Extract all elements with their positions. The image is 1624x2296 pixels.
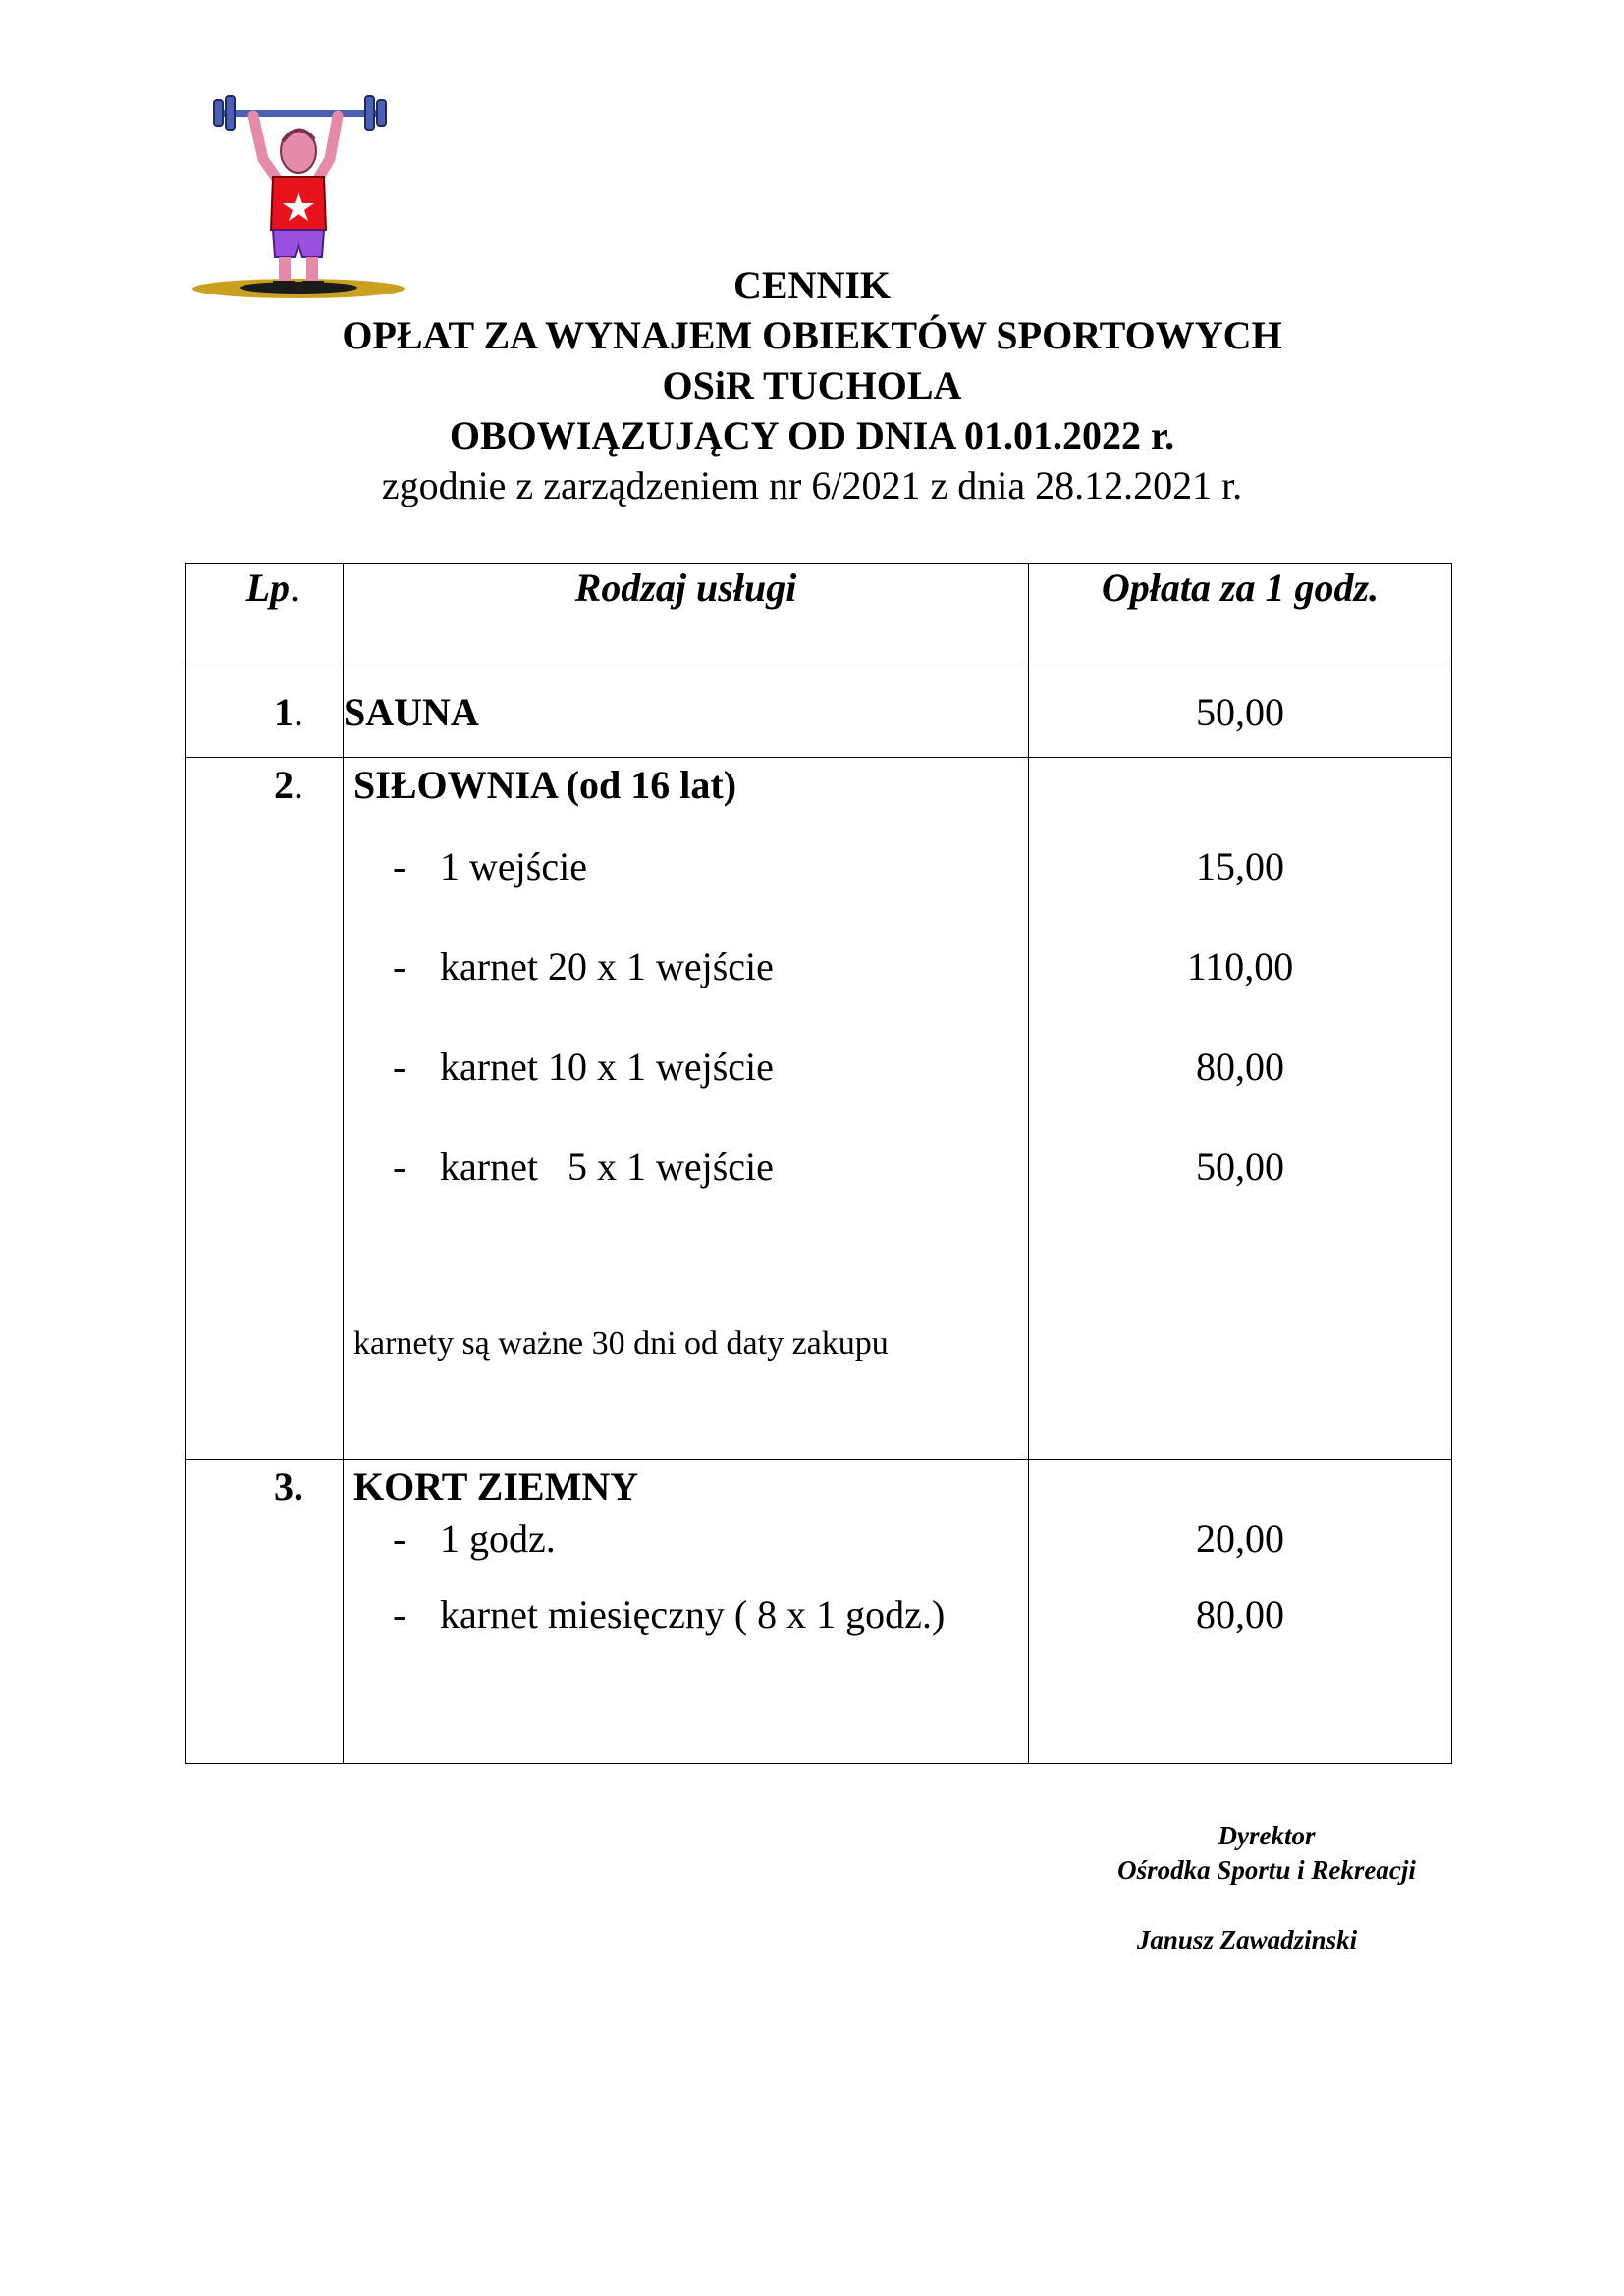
price-table [185,563,1452,1764]
row-number: 1. [186,667,344,758]
signature-title: Dyrektor [1218,1821,1316,1850]
list-item: - 1 godz. [393,1517,556,1561]
table-row [186,758,1452,1460]
service-details [344,758,1029,1460]
list-item: - karnet 5 x 1 wejście [393,1145,774,1189]
table-header-row [186,564,1452,667]
header-regulation: zgodnie z zarządzeniem nr 6/2021 z dnia 28.12.2021 r. [381,463,1243,507]
header-effective-date: OBOWIĄZUJĄCY OD DNIA 01.01.2022 r. [449,413,1175,457]
header-subtitle: OPŁAT ZA WYNAJEM OBIEKTÓW SPORTOWYCH [342,313,1282,357]
list-item: - 1 wejście [393,844,587,888]
item-price: 15,00 [1196,844,1284,888]
item-price: 110,00 [1186,944,1294,988]
service-title: KORT ZIEMNY [353,1465,639,1509]
validity-note: karnety są ważne 30 dni od daty zakupu [353,1325,889,1362]
item-price: 20,00 [1196,1517,1284,1561]
service-title: SIŁOWNIA (od 16 lat) [353,763,737,807]
row-number: 3. [186,1460,344,1764]
item-price: 50,00 [1196,1145,1284,1189]
signature-organization: Ośrodka Sportu i Rekreacji [1117,1855,1416,1885]
item-price: 80,00 [1196,1592,1284,1636]
row-number: 2. [186,758,344,1460]
table-row [186,1460,1452,1764]
price-list [1029,1460,1452,1764]
list-item: - karnet 20 x 1 wejście [393,944,774,988]
document-header [0,260,1624,511]
column-header-lp: Lp. [186,564,344,667]
column-header-service: Rodzaj usługi [344,564,1029,667]
price-list [1029,758,1452,1460]
service-price: 50,00 [1029,667,1452,758]
list-item: - karnet miesięczny ( 8 x 1 godz.) [393,1592,946,1636]
column-header-price: Opłata za 1 godz. [1029,564,1452,667]
service-details [344,1460,1029,1764]
signature-name: Janusz Zawadzinski [1136,1925,1358,1954]
list-item: - karnet 10 x 1 wejście [393,1044,774,1089]
header-title: CENNIK [732,263,892,307]
service-title: SAUNA [344,667,1029,758]
header-organization: OSiR TUCHOLA [662,363,962,407]
item-price: 80,00 [1196,1044,1284,1089]
table-row [186,667,1452,758]
